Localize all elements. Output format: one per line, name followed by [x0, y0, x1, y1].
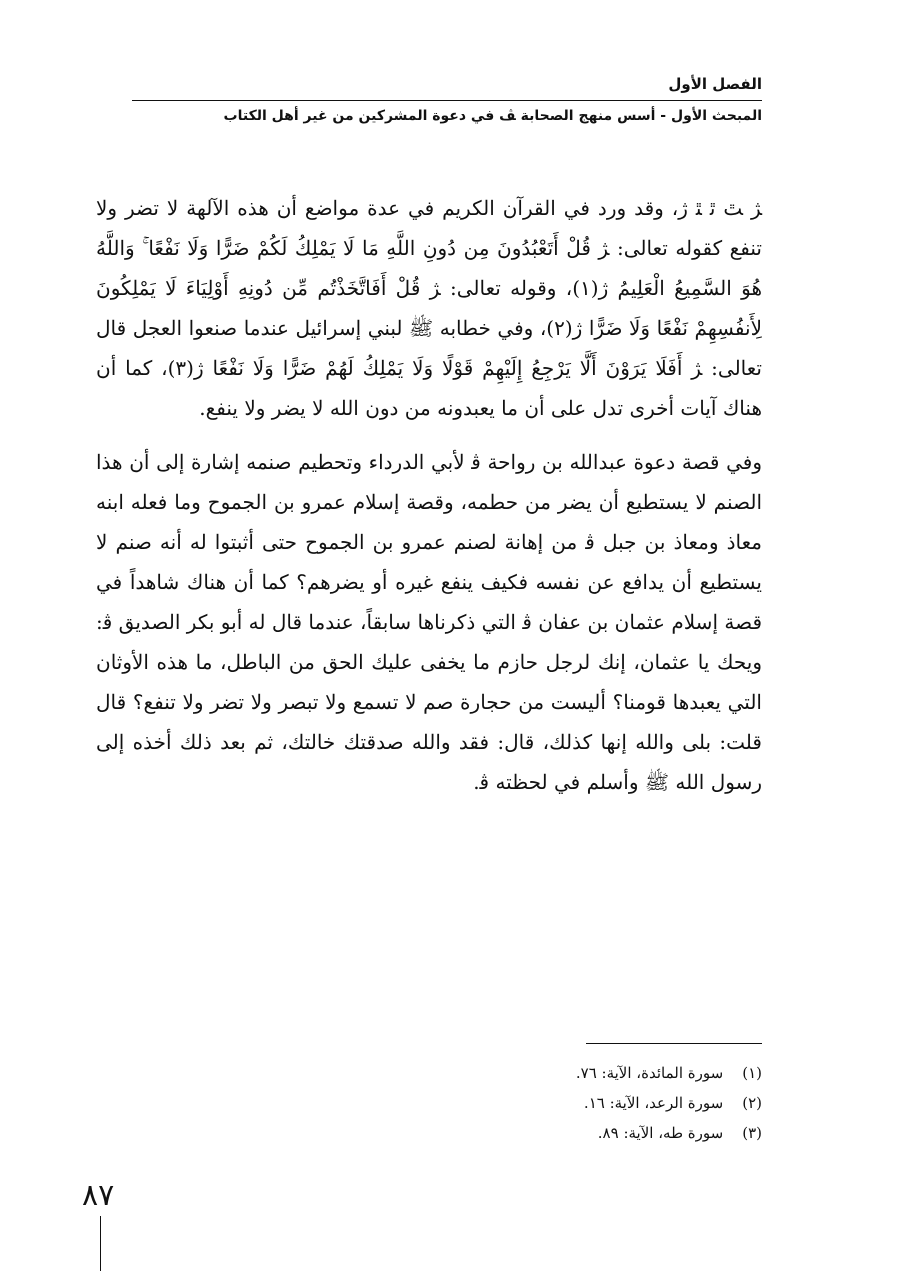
paragraph-2: وفي قصة دعوة عبدالله بن رواحة ﭬ لأبي الدرداء وتحطيم صنمه إشارة إلى أن هذا الصنم لا يستطيع أن يضر من حطمه، وقصة إسلام عمرو بن الجموح وما فعله ابنه معاذ ومعاذ بن جبل ﭬ من إهانة لصنم عمرو بن الجموح حتى أثبتوا له أنه صنم لا يستطيع أن يدافع عن نفسه فكيف ينفع غيره أو يضرهم؟ كما أن هناك شاهداً في قصة إسلام عثمان بن عفان ﭬ التي ذكرناها سابقاً، عندما قال له أبو بكر الصديق ﭬ: ويحك يا عثمان، إنك لرجل حازم ما يخفى عليك الحق من الباطل، ما هذه الأوثان التي يعبدها قومنا؟ أليست من حجارة صم لا تسمع ولا تبصر ولا تضر ولا تنفع؟ قال قلت: بلى والله إنها كذلك، قال: فقد والله صدقتك خالتك، ثم بعد ذلك أخذه إلى رسول الله ﷺ وأسلم في لحظته ﭬ.: [96, 450, 762, 794]
body-text: [96, 188, 762, 802]
footnote: [362, 1088, 762, 1118]
footnote-number: (١): [742, 1064, 762, 1082]
footnotes: [362, 1058, 762, 1148]
chapter-title: الفصل الأول: [668, 75, 762, 93]
footnote-number: (٣): [742, 1124, 762, 1142]
footnote-text: سورة المائدة، الآية: ٧٦.: [575, 1064, 724, 1082]
footnote-number: (٢): [742, 1094, 762, 1112]
footnote: [362, 1118, 762, 1148]
footnote-text: سورة الرعد، الآية: ١٦.: [583, 1094, 724, 1112]
footnote-text: سورة طه، الآية: ٨٩.: [597, 1124, 724, 1142]
section-title: المبحث الأول - أسس منهج الصحابة ﭫ في دعوة المشركين من غير أهل الكتاب: [223, 108, 762, 124]
margin-rule: [100, 1216, 101, 1271]
page-number: ٨٧: [82, 1178, 115, 1213]
footnote-separator: [586, 1043, 762, 1044]
running-head: [132, 74, 762, 127]
header-rule: [132, 100, 762, 101]
paragraph-1: ﮋ ﭣ ﭤ ﭥ ﮊ، وقد ورد في القرآن الكريم في عدة مواضع أن هذه الآلهة لا تضر ولا تنفع كقوله تعالى: ﮋ قُلْ أَتَعْبُدُونَ مِن دُونِ اللَّهِ مَا لَا يَمْلِكُ لَكُمْ ضَرًّا وَلَا نَفْعًا ۚ وَاللَّهُ هُوَ السَّمِيعُ الْعَلِيمُ ﮊ(١)، وقوله تعالى: ﮋ قُلْ أَفَاتَّخَذْتُم مِّن دُونِهِ أَوْلِيَاءَ لَا يَمْلِكُونَ لِأَنفُسِهِمْ نَفْعًا وَلَا ضَرًّا ﮊ(٢)، وفي خطابه ﷺ لبني إسرائيل عندما صنعوا العجل قال تعالى: ﮋ أَفَلَا يَرَوْنَ أَلَّا يَرْجِعُ إِلَيْهِمْ قَوْلًا وَلَا يَمْلِكُ لَهُمْ ضَرًّا وَلَا نَفْعًا ﮊ(٣)، كما أن هناك آيات أخرى تدل على أن ما يعبدونه من دون الله لا يضر ولا ينفع.: [96, 196, 762, 420]
footnote: [362, 1058, 762, 1088]
